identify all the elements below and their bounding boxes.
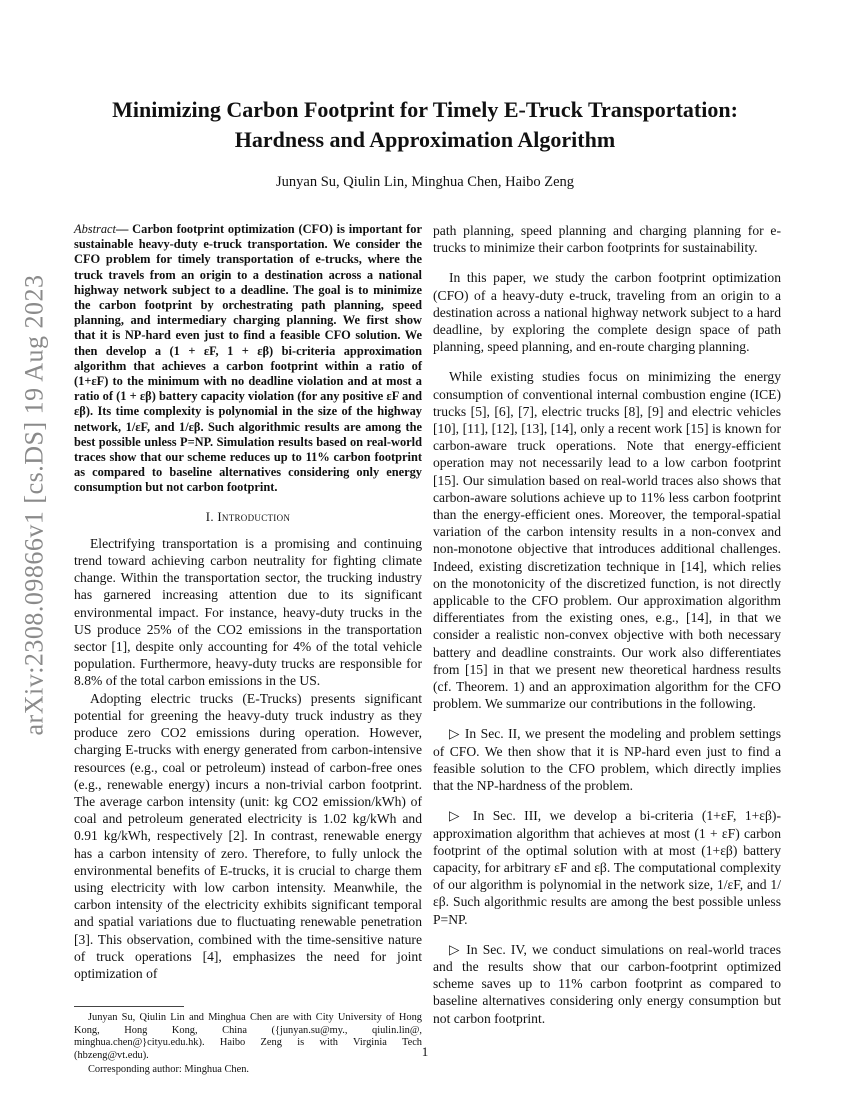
intro-paragraph-1: Electrifying transportation is a promising and continuing trend toward achieving carbon neutrality for fighting climate change. Within the transportation sector, the trucking industry has garnered increasing attention due to its significant environmental impact. For instance, heavy-duty trucks in the US produce 25% of the CO2 emissions in the transportation sector [1], despite only accounting for 4% of the total vehicle population. Furthermore, heavy-duty trucks are responsible for 8.8% of the total carbon emissions in the US. bbox=[74, 535, 422, 689]
author-list: Junyan Su, Qiulin Lin, Minghua Chen, Haibo Zeng bbox=[275, 174, 575, 190]
left-column bbox=[74, 222, 422, 1076]
footnote-divider bbox=[74, 1006, 184, 1007]
intro-paragraph-3: In this paper, we study the carbon footprint optimization (CFO) of a heavy-duty e-truck, traveling from an origin to a destination across a national highway network subject to a hard deadline, by exploring the complete design space of path planning, speed planning, and en-route charging planning. bbox=[433, 270, 781, 355]
section-number: I. bbox=[205, 509, 218, 524]
arxiv-identifier bbox=[12, 274, 56, 736]
title-line-2: Hardness and Approximation Algorithm bbox=[234, 127, 616, 152]
title-line-1: Minimizing Carbon Footprint for Timely E-Truck Transportation: bbox=[112, 97, 738, 122]
paper-title bbox=[75, 95, 775, 155]
abstract-label: Abstract bbox=[74, 222, 116, 236]
section-heading-introduction bbox=[74, 509, 422, 526]
section-title: Introduction bbox=[217, 509, 291, 524]
abstract bbox=[74, 222, 422, 496]
intro-paragraph-continued: path planning, speed planning and charging planning for e-trucks to minimize their carbon footprints for sustainability. bbox=[433, 223, 781, 256]
contribution-item-2: ▷ In Sec. III, we develop a bi-criteria (1+εF, 1+εβ)-approximation algorithm that achieves at most (1 + εF) carbon footprint of the optimal solution with at most (1+εβ) battery capacity, for arbitrary εF and εβ. The computational complexity of our algorithm is polynomial in the network size, 1/εF, and 1/εβ. Such algorithmic results are among the best possible unless P=NP. bbox=[433, 808, 781, 927]
contribution-item-1: ▷ In Sec. II, we present the modeling and problem settings of CFO. We then show that it is NP-hard even just to find a feasible solution to the CFO problem, which directly implies that the NP-hardness of the problem. bbox=[433, 726, 781, 794]
right-column bbox=[433, 222, 781, 1027]
abstract-text: — Carbon footprint optimization (CFO) is important for sustainable heavy-duty e-truck transportation. We consider the CFO problem for timely transportation of e-trucks, where the truck travels from an origin to a destination across a national highway network subject to a deadline. The goal is to minimize the carbon footprint by orchestrating path planning, speed planning, and intermediary charging planning. We first show that it is NP-hard even just to find a feasible CFO solution. We then develop a (1 + εF, 1 + εβ) bi-criteria approximation algorithm that achieves a carbon footprint within a ratio of (1+εF) to the minimum with no deadline violation and at most a ratio of (1 + εβ) battery capacity violation (for any positive εF and εβ). Its time complexity is polynomial in the size of the highway network, 1/εF, and 1/εβ. Such algorithmic results are among the best possible unless P=NP. Simulation results based on real-world traces show that our scheme reduces up to 11% carbon footprint as compared to baseline alternatives considering only energy consumption but not carbon footprint. bbox=[74, 222, 422, 495]
footnote-corresponding-author: Corresponding author: Minghua Chen. bbox=[88, 1063, 250, 1075]
page-number: 1 bbox=[421, 1044, 429, 1059]
footnote-affiliations: Junyan Su, Qiulin Lin and Minghua Chen are with City University of Hong Kong, Hong Kong, China ({junyan.su@my., qiulin.lin@, minghua.chen@}cityu.edu.hk). Haibo Zeng is with Virginia Tech (hbzeng@vt.edu). bbox=[74, 1012, 422, 1061]
intro-paragraph-4: While existing studies focus on minimizing the energy consumption of conventional internal combustion engine (ICE) trucks [5], [6], [7], electric trucks [8], [9] and electric vehicles [10], [11], [12], [13], [14], only a recent work [15] is known for carbon-aware truck operations. Note that energy-efficient operation may not necessarily lead to a low carbon footprint [15]. Our simulation based on real-world traces also shows that carbon-aware solutions achieve up to 11% less carbon footprint than the energy-efficient ones. Moreover, the temporal-spatial variation of the carbon intensity results in a non-convex and non-monotone objective that introduces additional challenges. Indeed, existing discretization technique in [14], which relies on the monotonicity of the discretized function, is not directly applicable to the CFO problem. Our approximation algorithm differentiates from the existing ones, e.g., [14], in that we consider a realistic non-convex objective with both necessary battery and deadline constraints. Our work also differentiates from [15] in that we present new theoretical hardness results (cf. Theorem. 1) and an approximation algorithm for the CFO problem. We summarize our contributions in the following. bbox=[433, 369, 781, 712]
intro-paragraph-2: Adopting electric trucks (E-Trucks) presents significant potential for greening the heavy-duty truck industry as they produce zero CO2 emissions during operation. However, charging E-trucks with energy generated from carbon-intensive resources (e.g., coal or petroleum) instead of carbon-free ones (e.g., renewable energy) incurs a non-trivial carbon footprint. The average carbon intensity (unit: kg CO2 emission/kWh) of coal and petroleum generated electricity is 1.02 kg/kWh and 0.91 kg/kWh, respectively [2]. In contrast, renewable energy has a carbon intensity of zero. Therefore, to fully unlock the environmental benefits of E-trucks, it is crucial to charge them using electricity with low carbon intensity. Meanwhile, the carbon intensity of the electricity exhibits significant temporal and spatial variations due to fluctuating renewable penetration [3]. This observation, combined with the time-sensitive nature of truck operations [4], emphasizes the need for joint optimization of bbox=[74, 690, 422, 981]
contribution-item-3: ▷ In Sec. IV, we conduct simulations on real-world traces and the results show that our carbon-footprint optimized scheme saves up to 11% carbon footprint as compared to baseline alternatives considering only energy consumption but not carbon footprint. bbox=[433, 941, 781, 1026]
arxiv-identifier-text: arXiv:2308.09866v1 [cs.DS] 19 Aug 2023 bbox=[19, 274, 49, 736]
